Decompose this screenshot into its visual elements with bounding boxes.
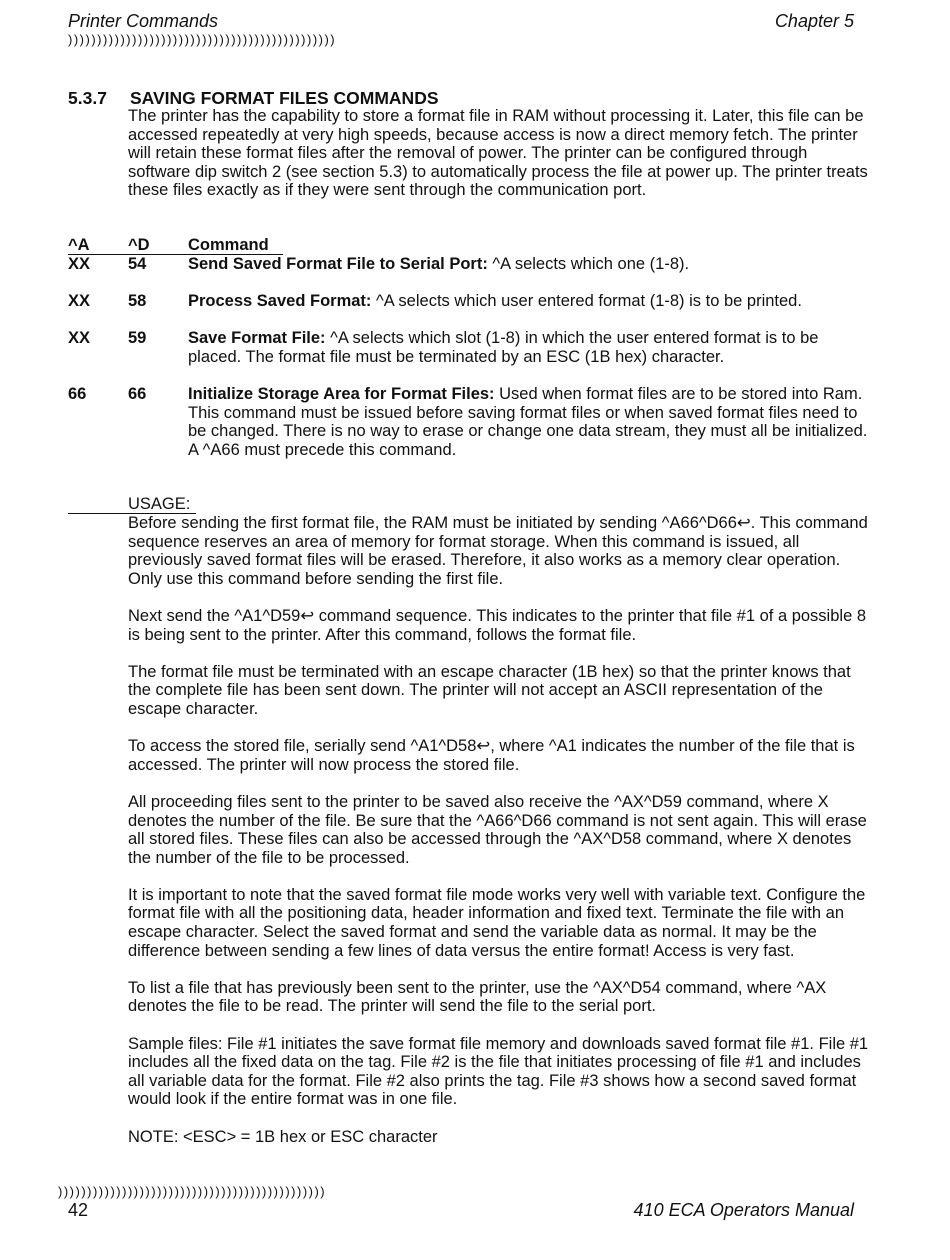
header-chapter-title: Printer Commands: [68, 11, 219, 31]
command-name: Process Saved Format:: [188, 292, 372, 311]
page-number: 42: [68, 1200, 89, 1220]
note-paragraph: NOTE: <ESC> = 1B hex or ESC character: [128, 1127, 438, 1146]
command-row: [68, 255, 873, 274]
command-description: [188, 255, 873, 274]
usage-paragraph: To access the stored file, serially send ^A1^D58↩, where ^A1 indicates the number of the file that is accessed. The printer will now process the stored file.: [128, 737, 855, 774]
command-table-header: [68, 236, 873, 255]
footer-decorative-rule: )))))))))))))))))))))))))))))))))))))))))))))): [58, 1184, 327, 1199]
command-a-value: XX: [68, 329, 91, 348]
command-name: Initialize Storage Area for Format Files:: [188, 385, 495, 404]
command-name: Save Format File:: [188, 329, 326, 348]
command-text: ^A selects which slot (1-8) in which the user entered format is to be placed. The format file must be terminated by an ESC (1B hex) character.: [188, 329, 819, 366]
command-text: ^A selects which one (1-8).: [487, 255, 690, 273]
usage-paragraph: The format file must be terminated with an escape character (1B hex) so that the printer knows that the complete file has been sent down. The printer will not accept an ASCII representation of the escape character.: [128, 662, 851, 718]
command-d-value: 58: [128, 292, 147, 311]
section-number: 5.3.7: [68, 88, 107, 108]
command-description: [188, 385, 873, 459]
header-command-column: Command: [188, 236, 269, 254]
header-a-column: ^A: [68, 236, 90, 254]
usage-heading: [68, 495, 873, 514]
command-name: Send Saved Format File to Serial Port:: [188, 255, 488, 273]
command-a-value: XX: [68, 292, 91, 311]
usage-label: USAGE:: [128, 495, 191, 513]
section-intro: The printer has the capability to store a format file in RAM without processing it. Later, this file can be accessed repeatedly at very high speeds, because access is now a direct memory fetch. The printer will retain these format files after the removal of power. The printer can be configured through software dip switch 2 (see section 5.3) to automatically process the file at power up. The printer treats these files exactly as if they were sent through the communication port.: [128, 107, 868, 200]
usage-paragraph: Next send the ^A1^D59↩ command sequence. This indicates to the printer that file #1 of a possible 8 is being sent to the printer. After this command, follows the format file.: [128, 606, 867, 644]
command-text: Used when format files are to be stored into Ram. This command must be issued before saving format files or when saved format files need to be changed. There is no way to erase or change one data stream, they must all be initialized. A ^A66 must precede this command.: [188, 385, 868, 459]
header-decorative-rule: )))))))))))))))))))))))))))))))))))))))))))))): [68, 32, 337, 47]
command-description: [188, 292, 873, 311]
usage-paragraph: It is important to note that the saved format file mode works very well with variable text. Configure the format file with all the positioning data, header information and fixed text. Terminate the file with an escape character. Select the saved format and send the variable data as normal. It may be the difference between sending a few lines of data versus the entire format! Access is very fast.: [128, 885, 866, 960]
command-d-value: 54: [128, 255, 147, 273]
command-d-value: 66: [128, 385, 147, 404]
command-description: [188, 329, 873, 366]
header-d-column: ^D: [128, 236, 150, 254]
command-a-value: 66: [68, 385, 87, 404]
section-title: SAVING FORMAT FILES COMMANDS: [130, 88, 439, 108]
running-header: [68, 11, 854, 33]
command-row: [68, 292, 873, 311]
header-chapter-number: Chapter 5: [774, 11, 854, 31]
usage-paragraph: Sample files: File #1 initiates the save format file memory and downloads saved format file #1. File #1 includes all the fixed data on the tag. File #2 is the file that initiates processing of file #1 and includes all variable data for the format. File #2 also prints the tag. File #3 shows how a second saved format would look if the entire format was in one file.: [128, 1034, 869, 1109]
usage-paragraph: All proceeding files sent to the printer to be saved also receive the ^AX^D59 command, where X denotes the number of the file. Be sure that the ^A66^D66 command is not sent again. This will erase all stored files. These files can also be accessed through the ^AX^D58 command, where X denotes the number of the file to be processed.: [128, 792, 867, 867]
manual-title: 410 ECA Operators Manual: [633, 1200, 854, 1220]
command-row: [68, 329, 873, 366]
usage-body: [128, 514, 873, 1165]
command-row: [68, 385, 873, 459]
usage-paragraph: To list a file that has previously been sent to the printer, use the ^AX^D54 command, where ^AX denotes the file to be read. The printer will send the file to the serial port.: [128, 978, 827, 1016]
usage-paragraph: Before sending the first format file, the RAM must be initiated by sending ^A66^D66↩. This command sequence reserves an area of memory for format storage. When this command is issued, all previously saved format files will be erased. Therefore, it also works as a memory clear operation. Only use this command before sending the first file.: [128, 514, 868, 588]
command-text: ^A selects which user entered format (1-8) is to be printed.: [371, 292, 802, 311]
command-d-value: 59: [128, 329, 147, 348]
command-a-value: XX: [68, 255, 91, 273]
command-table: [68, 236, 873, 478]
section-heading: [68, 88, 439, 109]
running-footer: [68, 1200, 854, 1222]
